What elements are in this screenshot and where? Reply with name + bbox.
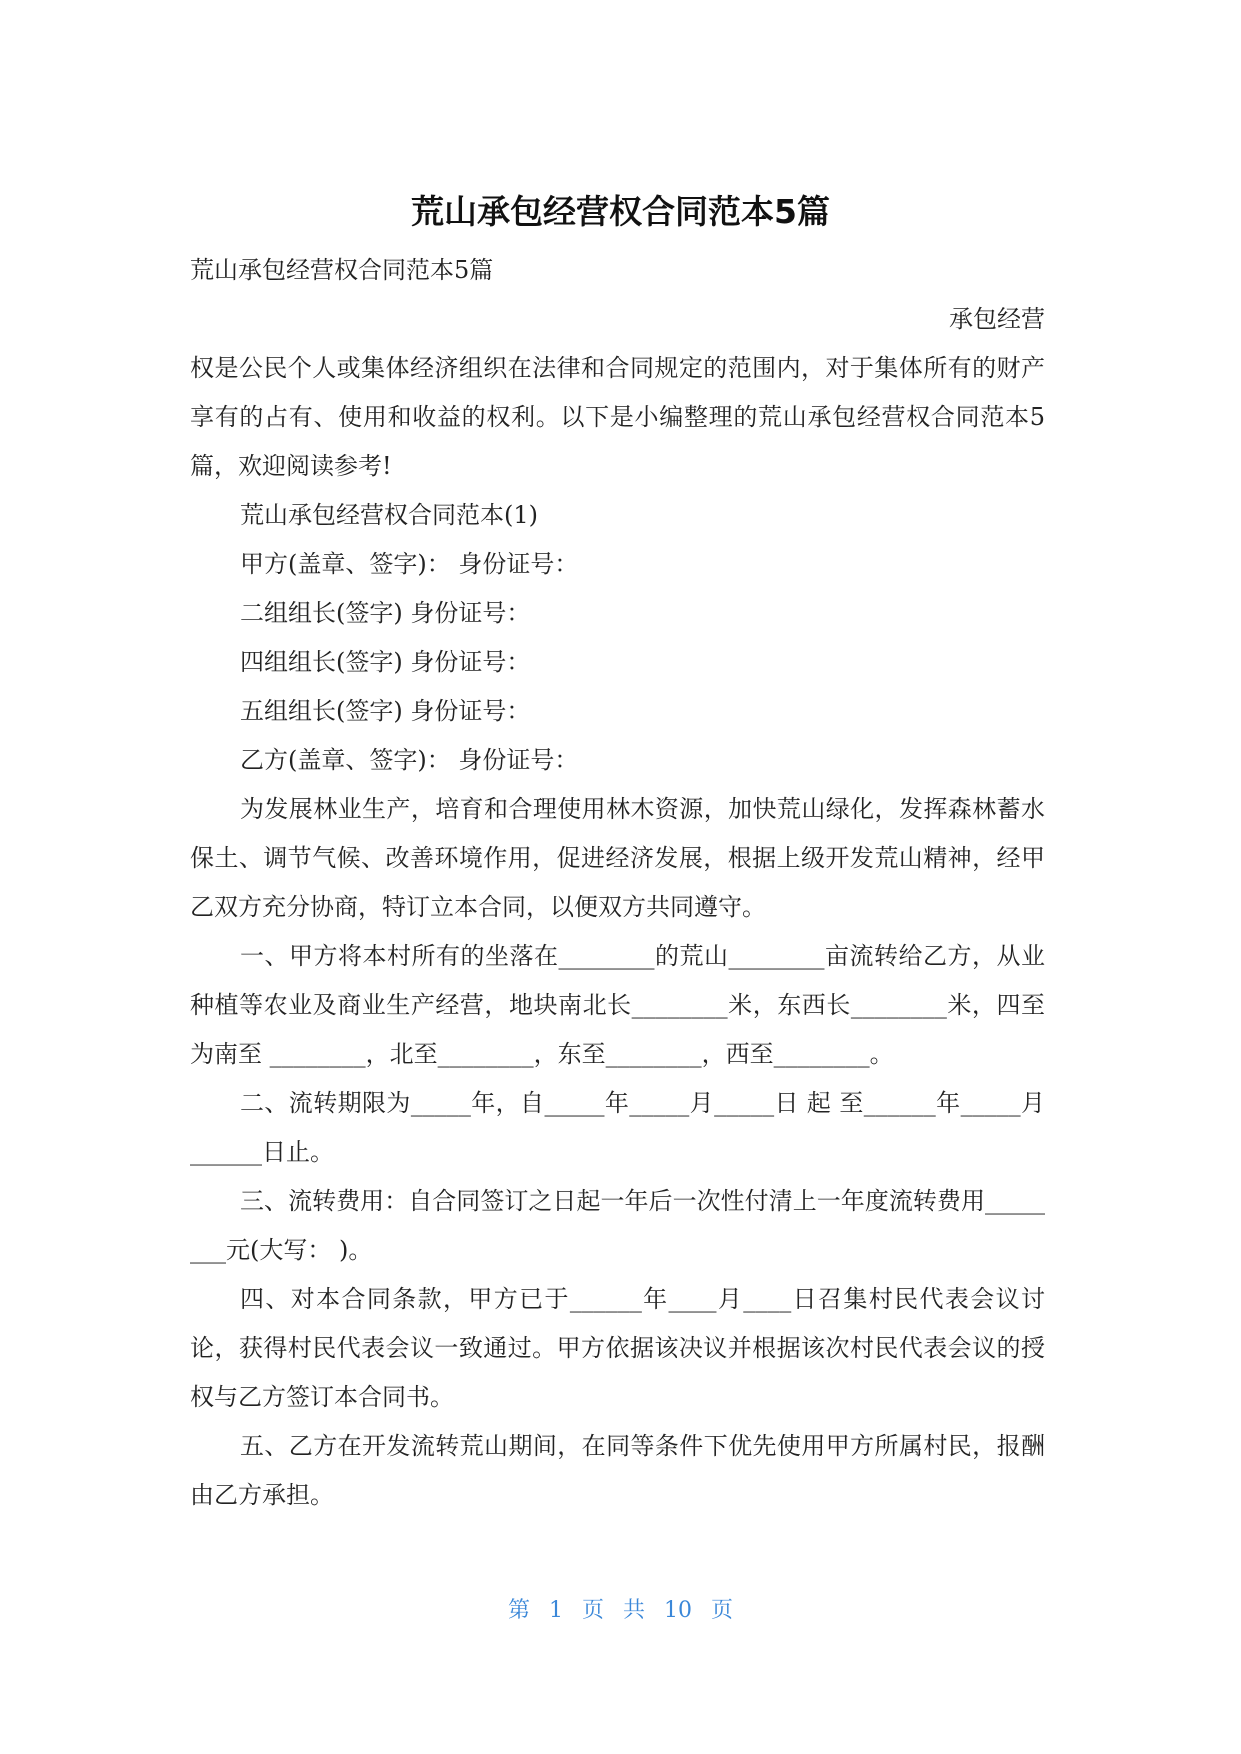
intro-paragraph: 权是公民个人或集体经济组织在法律和合同规定的范围内，对于集体所有的财产享有的占有、使用和收益的权利。以下是小编整理的荒山承包经营权合同范本5篇，欢迎阅读参考! [190, 354, 1045, 480]
party-line: 二组组长(签字) 身份证号： [240, 599, 531, 627]
paragraph: 三、流转费用：自合同签订之日起一年后一次性付清上一年度流转费用________元(大写： )。 [190, 1187, 1045, 1264]
page-footer: 第 1 页 共 10 页 [508, 1598, 733, 1623]
party-line: 乙方(盖章、签字)： 身份证号： [240, 746, 579, 774]
paragraph: 为发展林业生产，培育和合理使用林木资源，加快荒山绿化，发挥森林蓄水保土、调节气候、改善环境作用，促进经济发展，根据上级开发荒山精神，经甲乙双方充分协商，特订立本合同，以便双方共同遵守。 [190, 795, 1045, 921]
intro-right-fragment: 承包经营 [949, 305, 1045, 333]
section-heading: 荒山承包经营权合同范本(1) [240, 501, 538, 529]
paragraph: 五、乙方在开发流转荒山期间，在同等条件下优先使用甲方所属村民，报酬由乙方承担。 [190, 1432, 1045, 1509]
paragraph: 一、甲方将本村所有的坐落在________的荒山________亩流转给乙方，从业种植等农业及商业生产经营，地块南北长________米，东西长________米，四至为南至 ________，北至________，东至________，西至________。 [190, 942, 1045, 1068]
paragraph: 二、流转期限为_____年，自_____年_____月_____日 起 至______年_____月______日止。 [190, 1089, 1045, 1166]
document-body [190, 246, 1045, 1520]
paragraph: 四、对本合同条款，甲方已于______年____月____日召集村民代表会议讨论，获得村民代表会议一致通过。甲方依据该决议并根据该次村民代表会议的授权与乙方签订本合同书。 [190, 1285, 1045, 1411]
party-line: 甲方(盖章、签字)： 身份证号： [240, 550, 579, 578]
party-line: 四组组长(签字) 身份证号： [240, 648, 531, 676]
party-line: 五组组长(签字) 身份证号： [240, 697, 531, 725]
document-title: 荒山承包经营权合同范本5篇 [411, 192, 830, 231]
document-subtitle: 荒山承包经营权合同范本5篇 [190, 256, 494, 284]
